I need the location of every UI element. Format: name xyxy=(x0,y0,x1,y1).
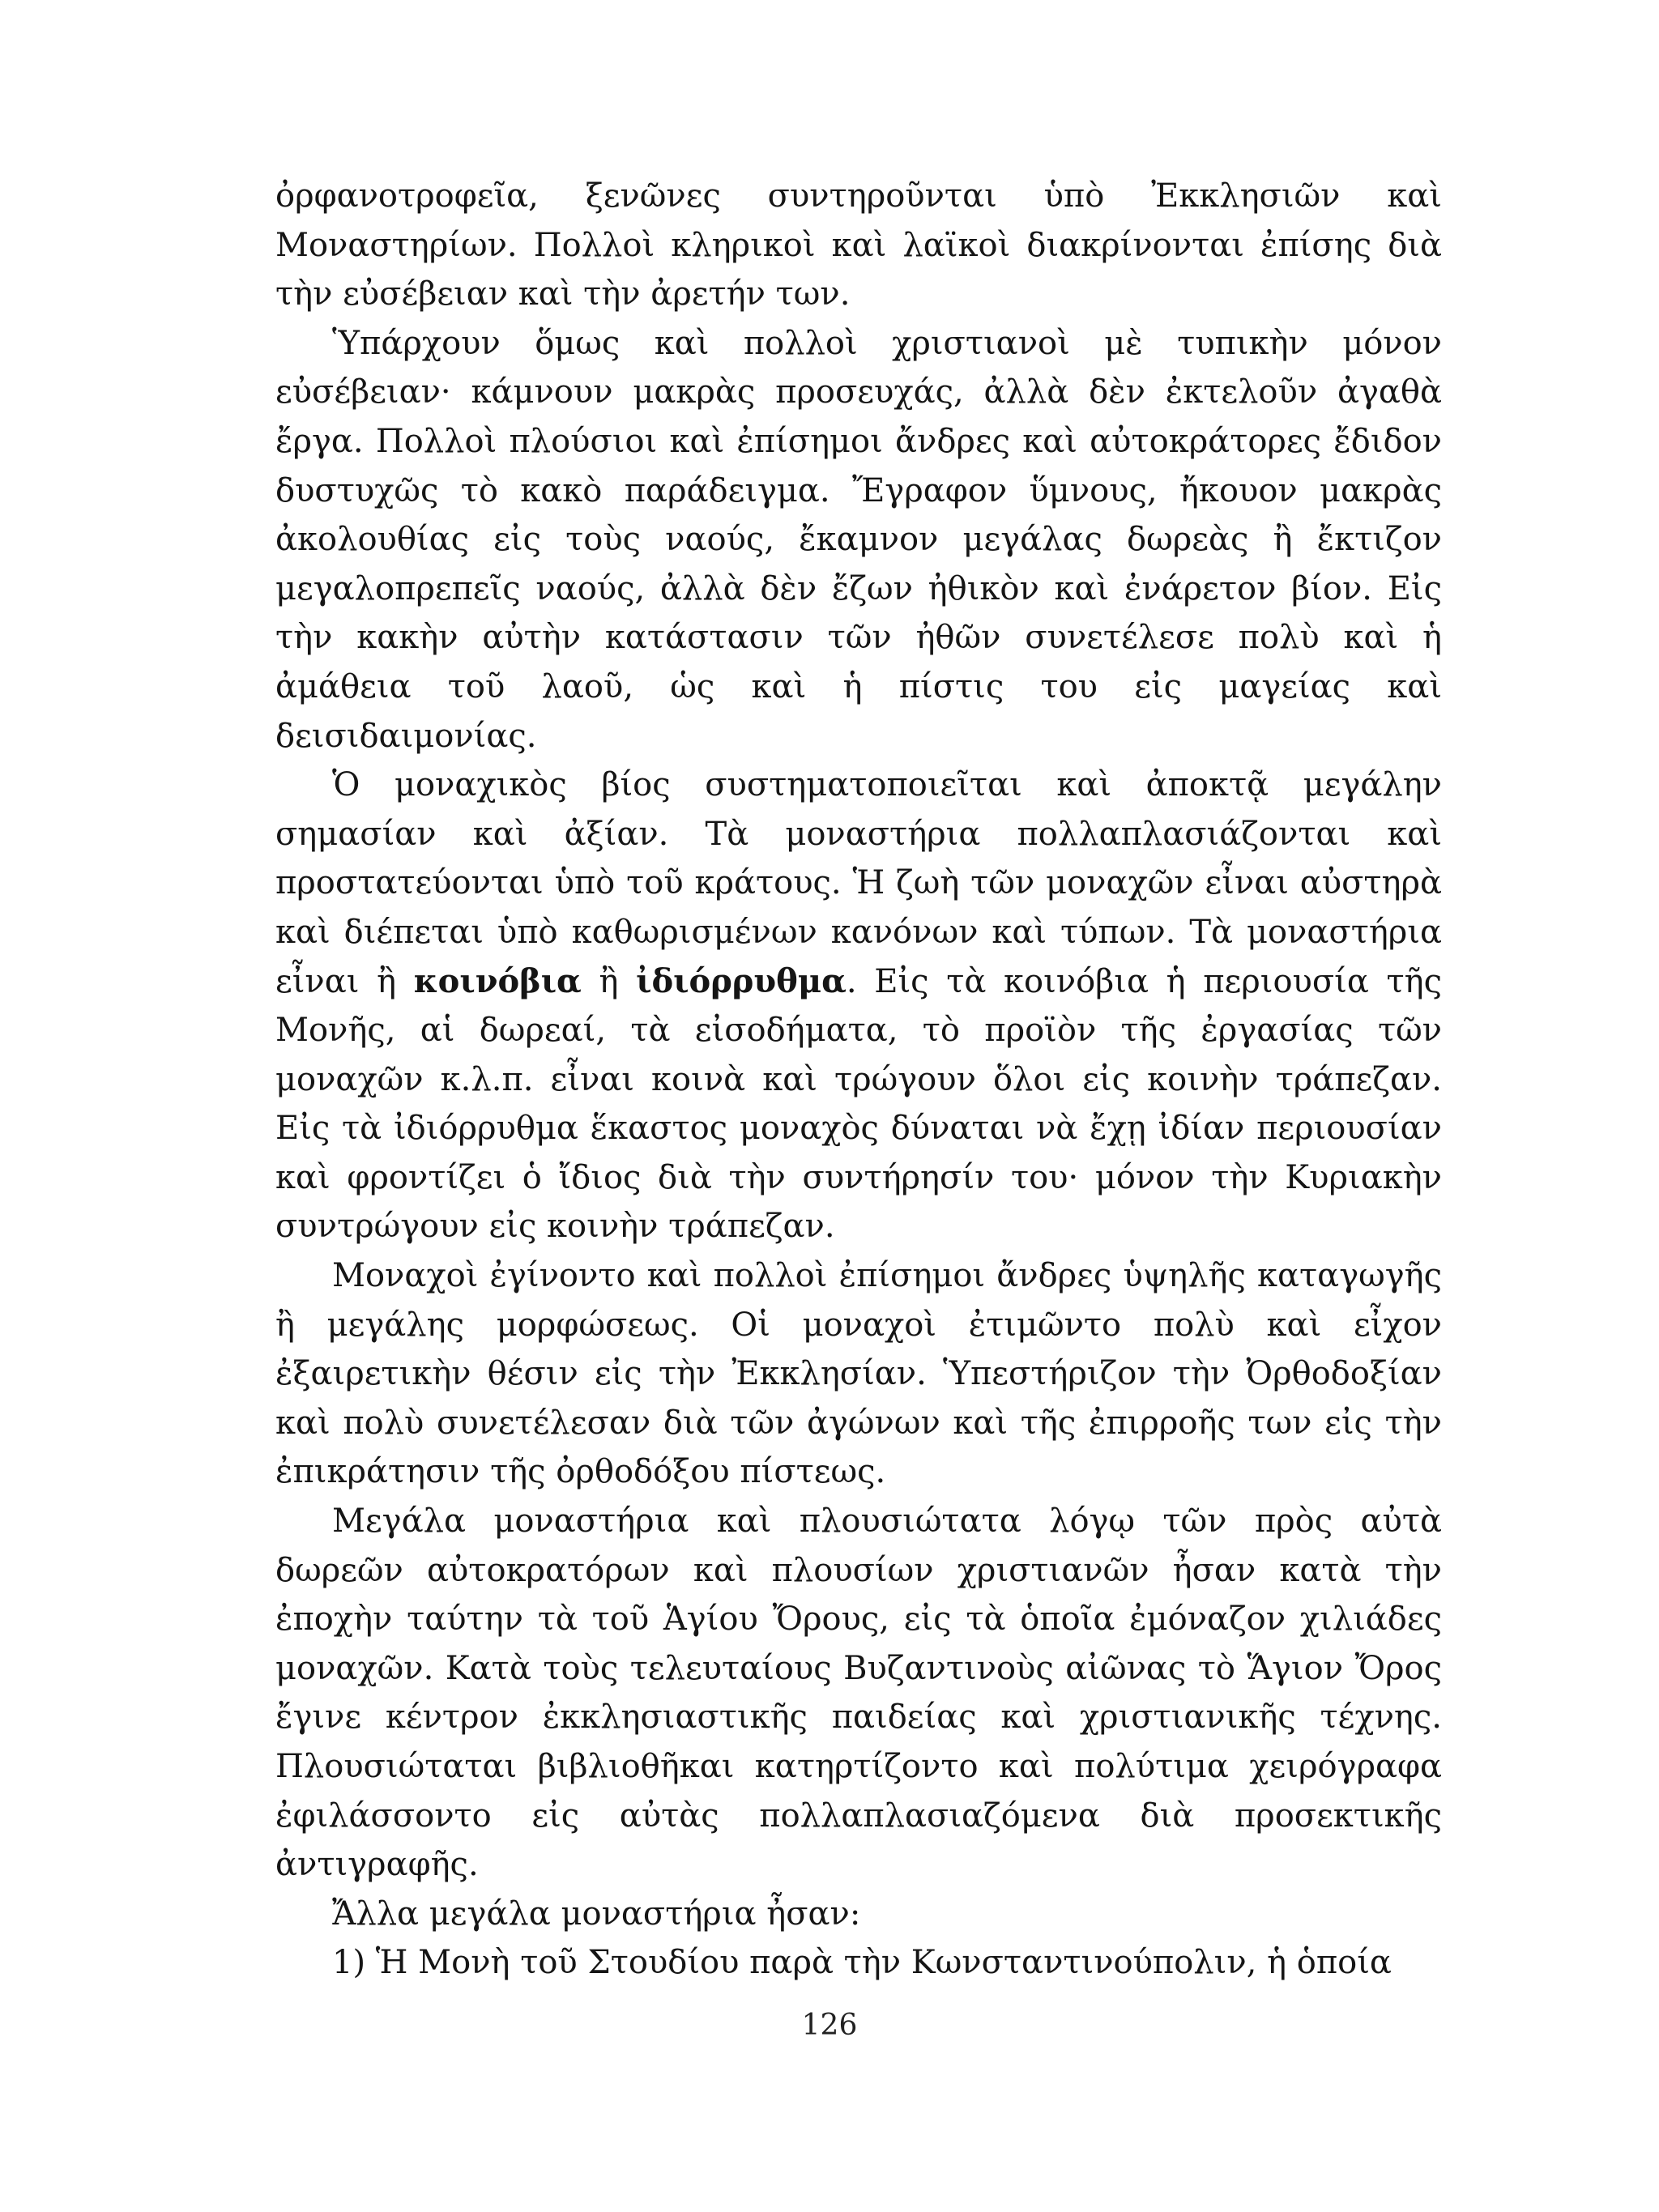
paragraph-6: Ἄλλα μεγάλα μοναστήρια ἦσαν: xyxy=(332,1894,861,1933)
page-number: 126 xyxy=(801,2009,858,2042)
paragraph-3-part-1: Ὁ μοναχικὸς βίος συστηματοποιεῖται καὶ ἀποκτᾷ μεγάλην σημασίαν καὶ ἀξίαν. Τὰ μοναστήρια πολλαπλασιάζονται καὶ προστατεύονται ὑπὸ τοῦ κράτους. Ἡ ζωὴ τῶν μοναχῶν εἶναι αὐστηρὰ καὶ διέπεται ὑπὸ καθωρισμένων κανόνων καὶ τύπων. Τὰ μοναστήρια εἶναι ἢ xyxy=(275,766,1442,1000)
term-idiorrythma: ἰδιόρρυθμα xyxy=(636,961,847,1000)
paragraph-3-part-3: . Εἰς τὰ κοινόβια ἡ περιουσία τῆς Μονῆς, αἱ δωρεαί, τὰ εἰσοδήματα, τὸ προϊὸν τῆς ἐργασίας τῶν μοναχῶν κ.λ.π. εἶναι κοινὰ καὶ τρώγουν ὅλοι εἰς κοινὴν τράπεζαν. Εἰς τὰ ἰδιόρρυθμα ἕκαστος μοναχὸς δύναται νὰ ἔχῃ ἰδίαν περιουσίαν καὶ φροντίζει ὁ ἴδιος διὰ τὴν συντήρησίν του· μόνον τὴν Κυριακὴν συντρώγουν εἰς κοινὴν τράπεζαν. xyxy=(275,962,1442,1246)
paragraph-7: 1) Ἡ Μονὴ τοῦ Στουδίου παρὰ τὴν Κωνσταντινούπολιν, ἡ ὁποία xyxy=(332,1944,1392,1982)
paragraph-3-part-2: ἢ xyxy=(581,962,637,1000)
term-koinobia: κοινόβια xyxy=(413,961,582,1000)
paragraph-5: Μεγάλα μοναστήρια καὶ πλουσιώτατα λόγῳ τῶν πρὸς αὐτὰ δωρεῶν αὐτοκρατόρων καὶ πλουσίων χριστιανῶν ἦσαν κατὰ τὴν ἐποχὴν ταύτην τὰ τοῦ Ἁγίου Ὄρους, εἰς τὰ ὁποῖα ἐμόναζον χιλιάδες μοναχῶν. Κατὰ τοὺς τελευταίους Βυζαντινοὺς αἰῶνας τὸ Ἅγιον Ὄρος ἔγινε κέντρον ἐκκλησιαστικῆς παιδείας καὶ χριστιανικῆς τέχνης. Πλουσιώταται βιβλιοθῆκαι κατηρτίζοντο καὶ πολύτιμα χειρόγραφα ἐφιλάσσοντο εἰς αὐτὰς πολλαπλασιαζόμενα διὰ προσεκτικῆς ἀντιγραφῆς. xyxy=(275,1502,1442,1884)
paragraph-2: Ὑπάρχουν ὅμως καὶ πολλοὶ χριστιανοὶ μὲ τυπικὴν μόνον εὐσέβειαν· κάμνουν μακρὰς προσευχάς, ἀλλὰ δὲν ἐκτελοῦν ἀγαθὰ ἔργα. Πολλοὶ πλούσιοι καὶ ἐπίσημοι ἄνδρες καὶ αὐτοκράτορες ἔδιδον δυστυχῶς τὸ κακὸ παράδειγμα. Ἔγραφον ὕμνους, ἤκουον μακρὰς ἀκολουθίας εἰς τοὺς ναούς, ἔκαμνον μεγάλας δωρεὰς ἢ ἔκτιζον μεγαλοπρεπεῖς ναούς, ἀλλὰ δὲν ἔζων ἠθικὸν καὶ ἐνάρετον βίον. Εἰς τὴν κακὴν αὐτὴν κατάστασιν τῶν ἠθῶν συνετέλεσε πολὺ καὶ ἡ ἀμάθεια τοῦ λαοῦ, ὡς καὶ ἡ πίστις του εἰς μαγείας καὶ δεισιδαιμονίας. xyxy=(275,324,1442,755)
paragraph-3 xyxy=(275,761,1442,1251)
body-text xyxy=(275,172,1442,1988)
paragraph-4: Μοναχοὶ ἐγίνοντο καὶ πολλοὶ ἐπίσημοι ἄνδρες ὑψηλῆς καταγωγῆς ἢ μεγάλης μορφώσεως. Οἱ μοναχοὶ ἐτιμῶντο πολὺ καὶ εἶχον ἐξαιρετικὴν θέσιν εἰς τὴν Ἐκκλησίαν. Ὑπεστήριζον τὴν Ὀρθοδοξίαν καὶ πολὺ συνετέλεσαν διὰ τῶν ἀγώνων καὶ τῆς ἐπιρροῆς των εἰς τὴν ἐπικράτησιν τῆς ὀρθοδόξου πίστεως. xyxy=(275,1257,1442,1491)
paragraph-1: ὀρφανοτροφεῖα, ξενῶνες συντηροῦνται ὑπὸ Ἐκκλησιῶν καὶ Μοναστηρίων. Πολλοὶ κληρικοὶ καὶ λαϊκοὶ διακρίνονται ἐπίσης διὰ τὴν εὐσέβειαν καὶ τὴν ἀρετήν των. xyxy=(275,177,1442,313)
